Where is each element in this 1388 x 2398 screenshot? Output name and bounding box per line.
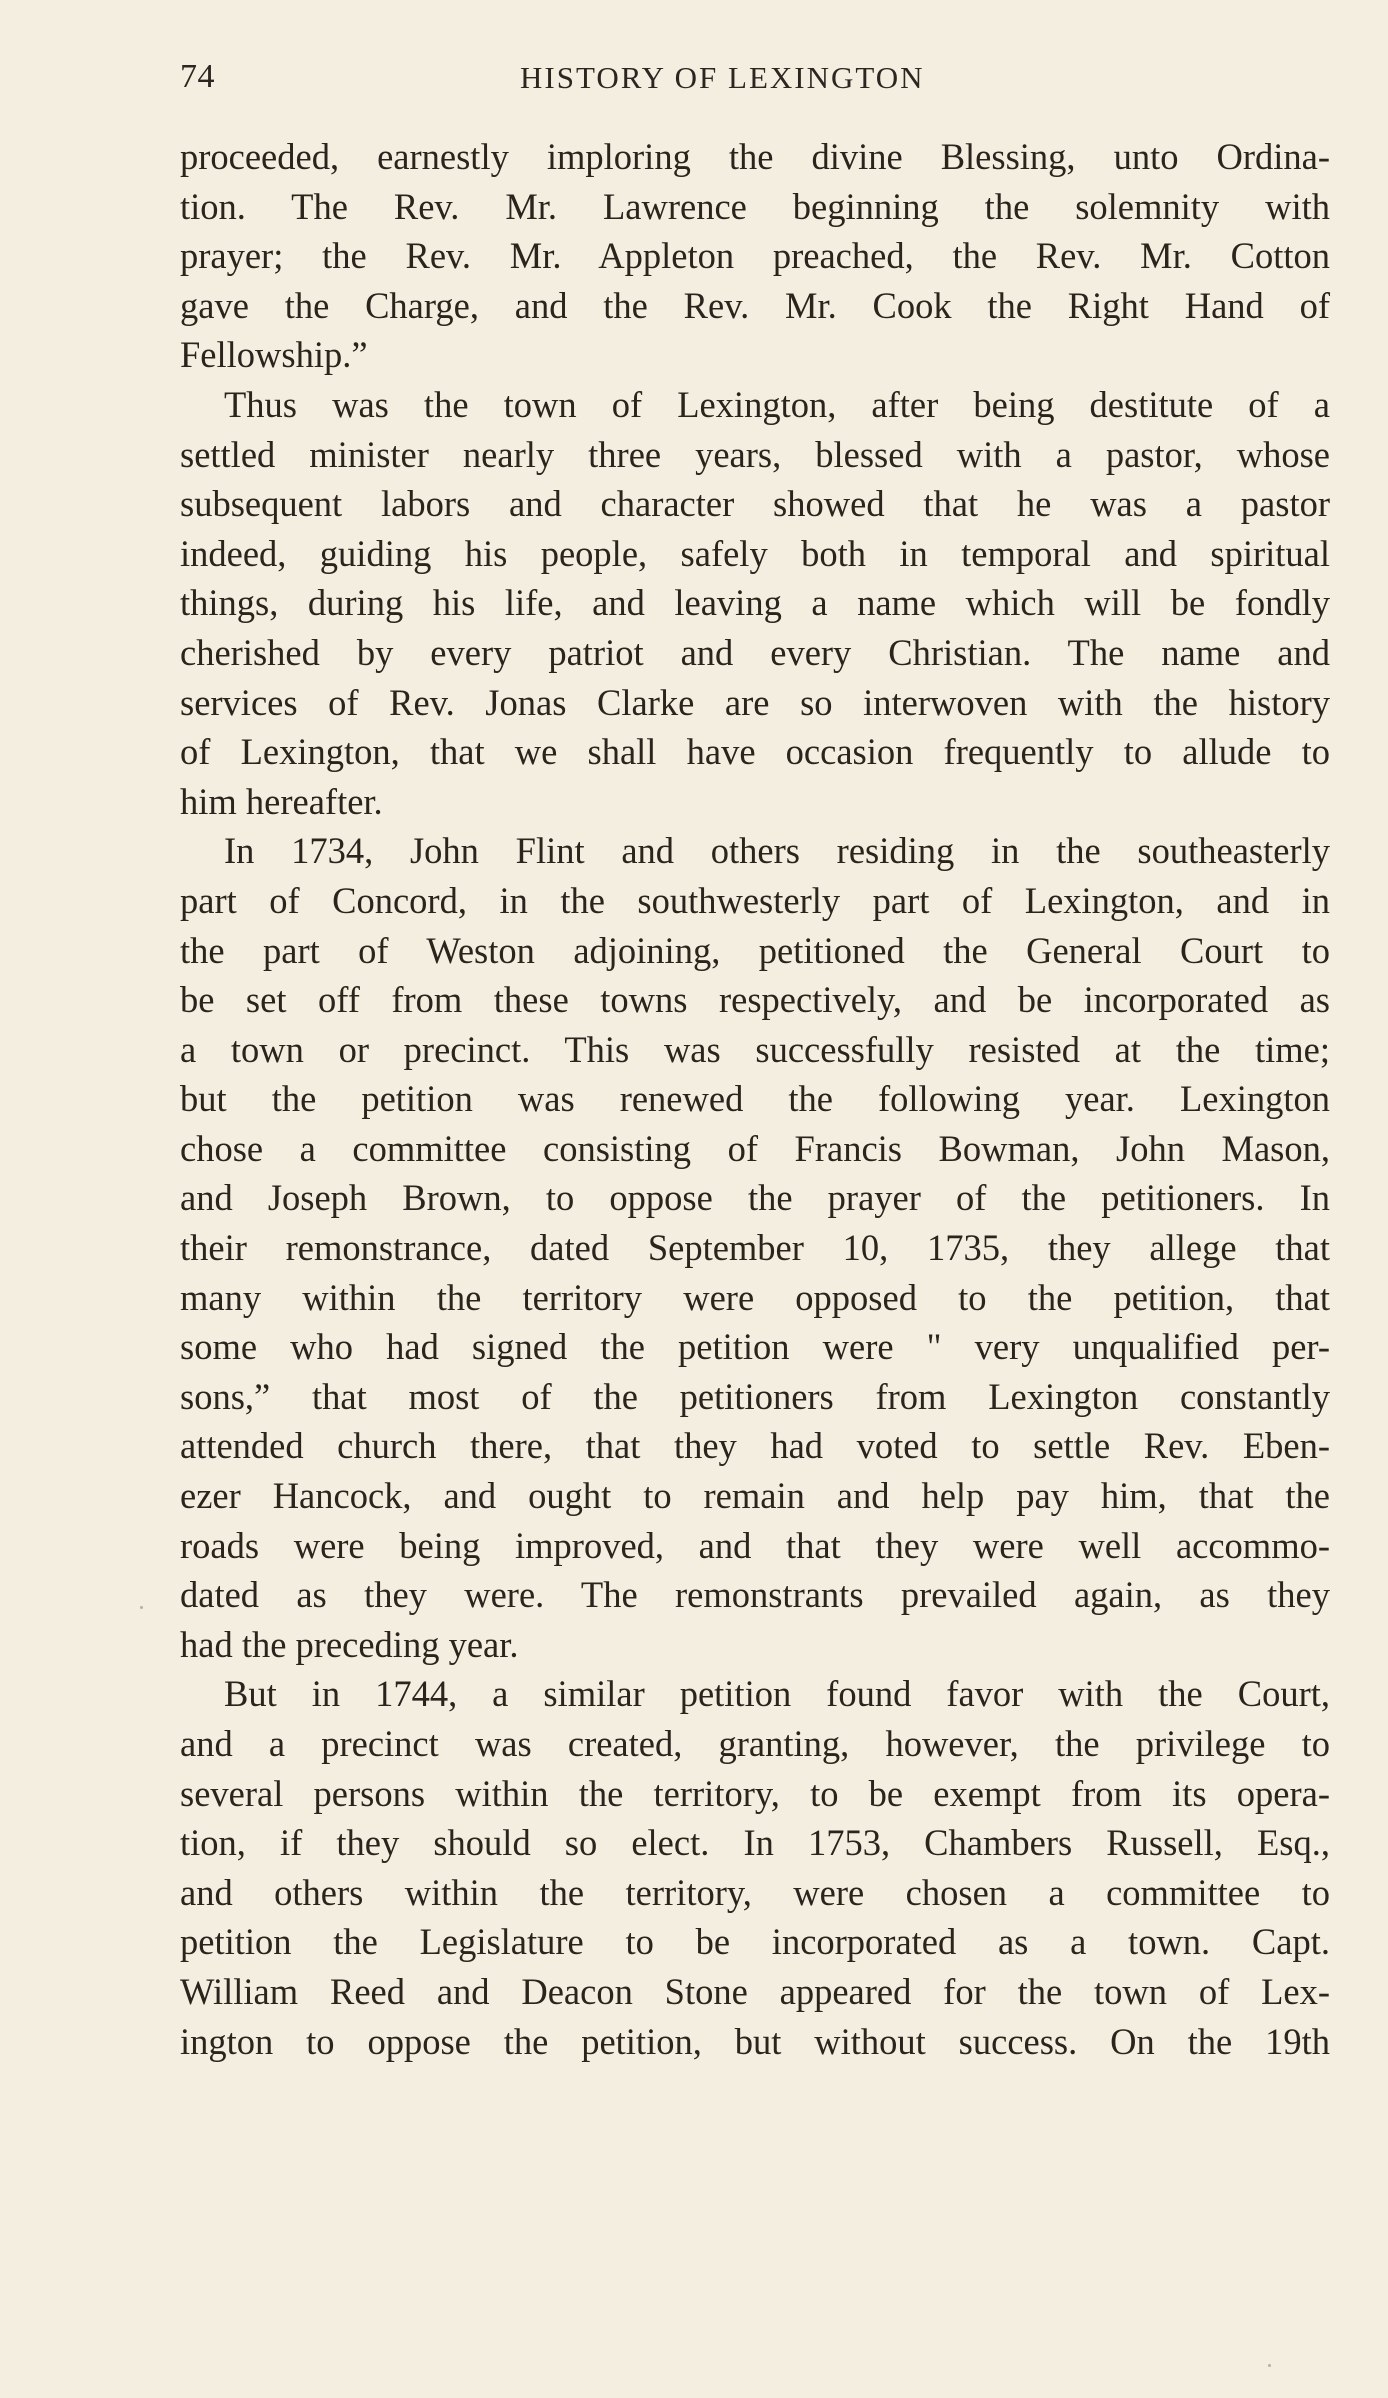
text-line: and a precinct was created, granting, however, the privilege to — [180, 1723, 1330, 1764]
text-line: tion. The Rev. Mr. Lawrence beginning the solemnity with — [180, 185, 1330, 227]
text-line: sons,” that most of the petitioners from Lexington constantly — [180, 1375, 1330, 1417]
text-line: some who had signed the petition were " very unqualified per- — [180, 1326, 1330, 1368]
text-line: cherished by every patriot and every Christian. The name and — [180, 631, 1330, 673]
page-number: 74 — [180, 58, 215, 95]
text-line: but the petition was renewed the following year. Lexington — [180, 1078, 1330, 1120]
running-head: HISTORY OF LEXINGTON — [520, 60, 925, 95]
text-line: tion, if they should so elect. In 1753, Chambers Russell, Esq., — [180, 1822, 1330, 1864]
text-line: part of Concord, in the southwesterly part of Lexington, and in — [180, 879, 1330, 921]
text-line: had the preceding year. — [180, 1623, 519, 1665]
text-line: him hereafter. — [180, 780, 383, 822]
text-line: services of Rev. Jonas Clarke are so interwoven with the history — [180, 681, 1330, 723]
text-line: many within the territory were opposed to the petition, that — [180, 1276, 1330, 1318]
paper-speck — [140, 1606, 143, 1609]
text-line: of Lexington, that we shall have occasion frequently to allude to — [180, 731, 1330, 773]
text-line: prayer; the Rev. Mr. Appleton preached, the Rev. Mr. Cotton — [180, 235, 1330, 277]
text-line: subsequent labors and character showed that he was a pastor — [180, 483, 1330, 525]
text-line: petition the Legislature to be incorporated as a town. Capt. — [180, 1921, 1330, 1963]
text-line: dated as they were. The remonstrants prevailed again, as they — [180, 1574, 1330, 1616]
text-line: In 1734, John Flint and others residing in the southeasterly — [224, 830, 1330, 872]
text-line: their remonstrance, dated September 10, 1735, they allege that — [180, 1227, 1330, 1269]
text-line: proceeded, earnestly imploring the divine Blessing, unto Ordina- — [180, 136, 1330, 177]
text-line: attended church there, that they had voted to settle Rev. Eben- — [180, 1425, 1330, 1467]
text-line: ezer Hancock, and ought to remain and help pay him, that the — [180, 1475, 1330, 1517]
text-line: things, during his life, and leaving a name which will be fondly — [180, 582, 1330, 624]
text-line: ington to oppose the petition, but without success. On the 19th — [180, 2020, 1330, 2062]
text-line: and Joseph Brown, to oppose the prayer of the petitioners. In — [180, 1177, 1330, 1219]
text-line: But in 1744, a similar petition found favor with the Court, — [224, 1673, 1330, 1715]
text-line: gave the Charge, and the Rev. Mr. Cook the Right Hand of — [180, 284, 1330, 326]
text-line: Thus was the town of Lexington, after being destitute of a — [224, 383, 1330, 425]
paper-speck — [1268, 2364, 1271, 2367]
text-line: several persons within the territory, to be exempt from its opera- — [180, 1772, 1330, 1814]
text-line: Fellowship.” — [180, 334, 368, 376]
text-line: William Reed and Deacon Stone appeared for the town of Lex- — [180, 1970, 1330, 2012]
body-text — [180, 132, 1330, 2066]
page-header — [180, 58, 1330, 102]
text-line: the part of Weston adjoining, petitioned the General Court to — [180, 929, 1330, 971]
text-line: a town or precinct. This was successfully resisted at the time; — [180, 1028, 1330, 1070]
text-line: and others within the territory, were chosen a committee to — [180, 1871, 1330, 1913]
text-line: chose a committee consisting of Francis Bowman, John Mason, — [180, 1127, 1330, 1169]
text-line: settled minister nearly three years, blessed with a pastor, whose — [180, 433, 1330, 475]
text-line: roads were being improved, and that they were well accommo- — [180, 1524, 1330, 1566]
text-line: indeed, guiding his people, safely both in temporal and spiritual — [180, 532, 1330, 574]
text-line: be set off from these towns respectively, and be incorporated as — [180, 979, 1330, 1021]
